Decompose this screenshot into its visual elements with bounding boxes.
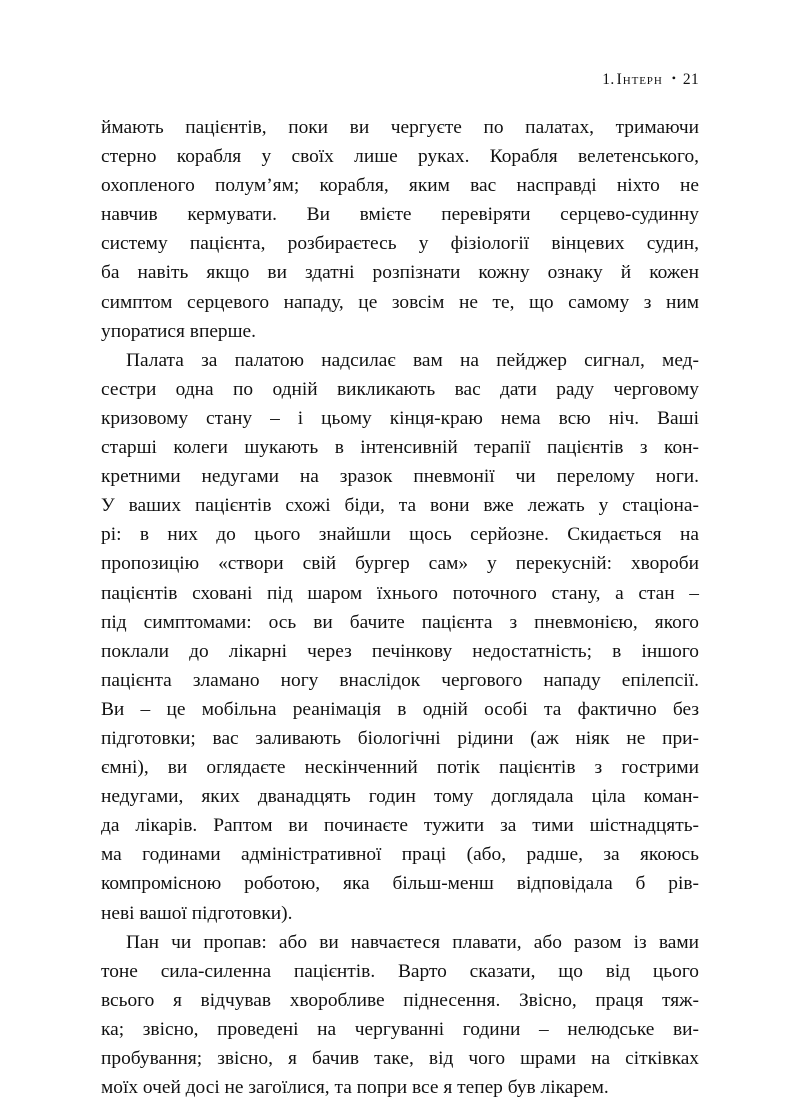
text-line: недугами, яких дванадцять годин тому доглядала ціла коман- [101,786,699,808]
text-line: кризовому стану – і цьому кінця-краю нема всю ніч. Ваші [101,407,699,429]
text-line: неві вашої підготовки). [101,902,293,924]
running-header [101,66,699,90]
paragraph [101,113,699,346]
text-line: Пан чи пропав: або ви навчаєтеся плавати, або разом із вами [126,931,699,953]
text-line: ба навіть якщо ви здатні розпізнати кожну ознаку й кожен [101,262,699,284]
text-line: Палата за палатою надсилає вам на пейджер сигнал, мед- [126,349,699,371]
page-number: 21 [682,71,699,88]
text-line: всього я відчував хворобливе піднесення. Звісно, праця тяж- [101,989,699,1011]
text-line: під симптомами: ось ви бачите пацієнта з пневмонією, якого [101,611,699,633]
text-line: рі: в них до цього знайшли щось серйозне. Скидається на [101,524,699,546]
text-line: підготовки; вас заливають біологічні рідини (аж ніяк не при- [101,727,699,749]
text-line: ємні), ви оглядаєте нескінченний потік пацієнтів з гострими [101,757,699,779]
text-line: симптом серцевого нападу, це зовсім не те, що самому з ним [101,291,699,313]
text-line: тоне сила-силенна пацієнтів. Варто сказати, що від цього [101,960,699,982]
text-line: систему пацієнта, розбираєтесь у фізіології вінцевих судин, [101,233,699,255]
text-line: охопленого полум’ям; корабля, яким вас насправді ніхто не [101,175,699,197]
text-line: пропозицію «створи свій бургер сам» у перекусній: хвороби [101,553,699,575]
text-line: да лікарів. Раптом ви починаєте тужити за тими шістнадцять- [101,815,699,837]
text-line: упоратися вперше. [101,320,257,342]
paragraph [101,346,699,928]
text-line: ма годинами адміністративної праці (або, радше, за якоюсь [101,844,699,866]
text-line: стерно корабля у своїх лише руках. Корабля велетенського, [101,146,699,168]
text-line: У ваших пацієнтів схожі біди, та вони вже лежать у стаціона- [101,495,699,517]
text-line: ка; звісно, проведені на чергуванні години – нелюдське ви- [101,1018,699,1040]
body-text-block [101,113,699,1102]
header-chapter-number: 1. [602,71,615,88]
text-line: старші колеги шукають в інтенсивній терапії пацієнтів з кон- [101,437,699,459]
paragraph [101,928,699,1102]
text-line: поклали до лікарні через печінкову недостатність; в іншого [101,640,699,662]
header-separator-bullet: • [671,71,676,85]
text-line: сестри одна по одній викликають вас дати раду черговому [101,378,699,400]
text-line: навчив кермувати. Ви вмієте перевіряти серцево-судинну [101,204,699,226]
text-line: пробування; звісно, я бачив таке, від чого шрами на сітківках [101,1048,699,1069]
text-line: ймають пацієнтів, поки ви чергуєте по палатах, тримаючи [101,117,699,138]
text-line: Ви – це мобільна реанімація в одній особі та фактично без [101,698,699,720]
text-line: пацієнтів сховані під шаром їхнього поточного стану, а стан – [101,582,699,604]
text-line: компромісною роботою, яка більш-менш відповідала б рів- [101,873,699,895]
text-line: моїх очей досі не загоїлися, та попри все я тепер був лікарем. [101,1077,609,1099]
text-line: пацієнта зламано ногу внаслідок чергового нападу епілепсії. [101,669,699,691]
header-chapter-title: Інтерн [616,71,663,88]
text-line: кретними недугами на зразок пневмонії чи перелому ноги. [101,466,699,488]
